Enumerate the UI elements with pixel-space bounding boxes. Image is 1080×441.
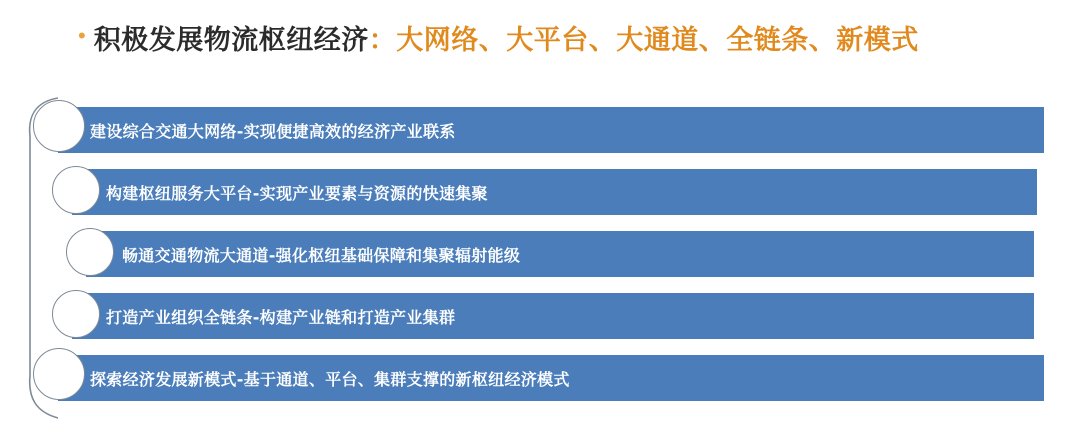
diagram-bar-2-label: 构建枢纽服务大平台-实现产业要素与资源的快速集聚 [106,183,488,203]
diagram-row-5 [58,355,1044,401]
diagram-bar-2[interactable] [72,169,1037,215]
title-segment-3: ：大网络、大平台、大通道、全链条、新模式 [368,25,919,56]
diagram-node-circle-1[interactable] [33,100,85,152]
diagram-bar-4-label: 打造产业组织全链条-构建产业链和打造产业集群 [106,307,456,327]
diagram-bar-3-label: 畅通交通物流大通道-强化枢纽基础保障和集聚辐射能级 [122,245,521,265]
title-segment-1: 积极发展 [93,25,204,56]
page-title [78,18,919,57]
diagram-bar-5-label: 探索经济发展新模式-基于通道、平台、集群支撑的新枢纽经济模式 [90,369,570,389]
title-segment-2: 物流枢纽经济 [203,25,369,56]
diagram-bar-5[interactable] [58,355,1044,401]
diagram-node-circle-2[interactable] [52,166,100,214]
title-bullet-icon: • [78,22,86,48]
diagram-bar-1-label: 建设综合交通大网络-实现便捷高效的经济产业联系 [90,121,456,141]
diagram-bar-4[interactable] [72,293,1034,339]
diagram-node-circle-5[interactable] [33,348,85,400]
diagram-row-1 [58,107,1044,153]
diagram-bar-1[interactable] [58,107,1044,153]
diagram-bar-3[interactable] [86,231,1034,277]
diagram-row-4 [72,293,1034,339]
diagram-row-2 [72,169,1037,215]
process-diagram [0,92,1080,422]
diagram-node-circle-4[interactable] [52,290,100,338]
diagram-node-circle-3[interactable] [66,228,114,276]
diagram-row-3 [86,231,1034,277]
